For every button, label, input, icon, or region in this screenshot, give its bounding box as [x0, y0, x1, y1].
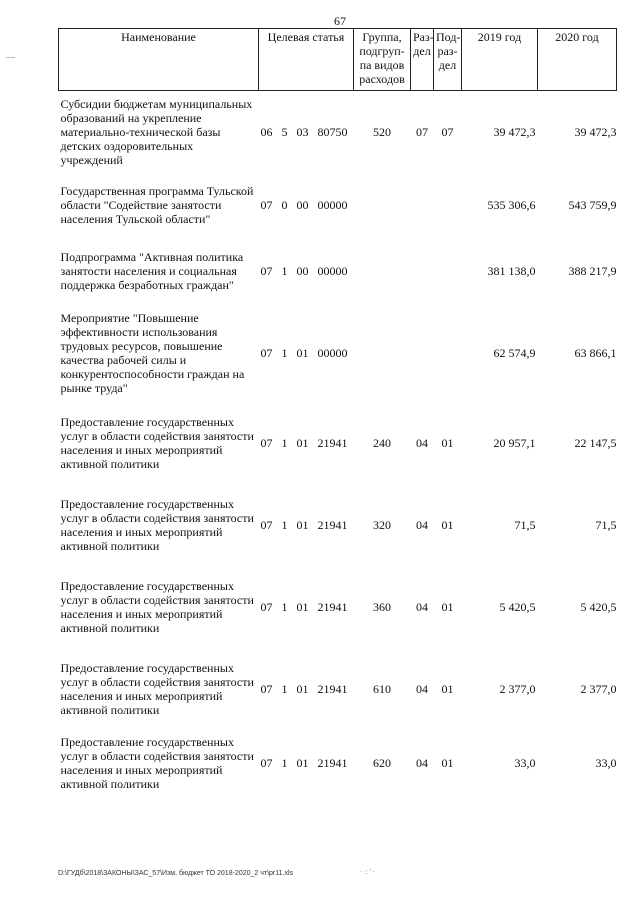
header-target: Целевая статья [259, 29, 354, 91]
target-code [259, 484, 354, 566]
code-subprogram: 1 [281, 263, 288, 278]
code-direction: 00000 [317, 263, 348, 278]
code-event: 01 [296, 518, 309, 532]
code-direction: 21941 [317, 756, 348, 770]
group-code [354, 304, 411, 402]
code-direction: 21941 [317, 436, 348, 450]
header-2019: 2019 год [462, 29, 538, 91]
section-code [411, 237, 434, 304]
row-name: Подпрограмма "Активная политика занятости населения и социальная поддержка безработных граждан" [60, 249, 244, 292]
row-name: Мероприятие "Повышение эффективности использования трудовых ресурсов, повышение качества рабочей силы и конкурентоспособности граждан на рынке труда" [60, 311, 245, 395]
subsection-code: 01 [441, 436, 454, 450]
header-subsection: Под-раз-дел [434, 29, 462, 91]
target-code [259, 237, 354, 304]
table-row [59, 730, 617, 796]
code-direction: 00000 [317, 346, 348, 360]
amount-2020: 22 147,5 [574, 436, 617, 450]
amount-2020: 63 866,1 [574, 346, 617, 360]
code-subprogram: 5 [281, 125, 288, 139]
amount-2019: 39 472,3 [493, 125, 536, 139]
code-program: 07 [260, 436, 273, 450]
code-program: 07 [260, 346, 273, 360]
section-code: 04 [416, 518, 428, 532]
amount-2019: 33,0 [514, 756, 536, 770]
subsection-code [434, 304, 462, 402]
amount-2019: 5 420,5 [499, 600, 536, 614]
table-row [59, 648, 617, 730]
group-code: 520 [373, 125, 391, 139]
subsection-code: 01 [441, 600, 454, 614]
amount-2019: 381 138,0 [487, 263, 536, 278]
amount-2019: 20 957,1 [493, 436, 536, 450]
subsection-code: 01 [441, 756, 454, 770]
group-code: 360 [373, 600, 391, 614]
file-path-footer: D:\ГУДб\2018\ЗАКОНЫ\ЗАС_57\Изм. бюджет ТО 2018-2020_2 чт\pr11.xls [58, 870, 294, 877]
group-code: 320 [373, 518, 391, 532]
scan-scribble: · :: ' · [360, 868, 376, 876]
group-code: 240 [373, 436, 391, 450]
code-event: 00 [296, 263, 309, 278]
code-direction: 21941 [317, 600, 348, 614]
code-subprogram: 1 [281, 518, 288, 532]
group-code [354, 173, 411, 237]
amount-2020: 2 377,0 [580, 682, 617, 696]
amount-2019: 2 377,0 [499, 682, 536, 696]
code-program: 07 [260, 198, 273, 212]
page-number: 67 [334, 14, 346, 28]
target-code [259, 304, 354, 402]
row-name: Субсидии бюджетам муниципальных образований на укрепление материально-технической базы детских оздоровительных учреждений [60, 97, 253, 167]
code-program: 07 [260, 518, 273, 532]
table-row [59, 402, 617, 484]
table-row [59, 237, 617, 304]
code-direction: 00000 [317, 198, 348, 212]
subsection-code [434, 237, 462, 304]
amount-2020: 39 472,3 [574, 125, 617, 139]
amount-2020: 543 759,9 [568, 198, 617, 212]
target-code [259, 91, 354, 174]
header-2020: 2020 год [538, 29, 617, 91]
code-program: 07 [260, 756, 273, 770]
subsection-code: 01 [441, 518, 454, 532]
code-subprogram: 0 [281, 198, 288, 212]
row-name: Предоставление государственных услуг в области содействия занятости населения и иных мероприятий активной политики [60, 735, 254, 791]
code-event: 00 [296, 198, 309, 212]
group-code [354, 237, 411, 304]
row-name: Государственная программа Тульской области "Содействие занятости населения Тульской области" [60, 184, 254, 226]
section-code: 04 [416, 682, 428, 696]
row-name: Предоставление государственных услуг в области содействия занятости населения и иных мероприятий активной политики [60, 579, 254, 635]
code-direction: 21941 [317, 682, 348, 696]
amount-2019: 62 574,9 [493, 346, 536, 360]
row-name: Предоставление государственных услуг в области содействия занятости населения и иных мероприятий активной политики [60, 661, 254, 717]
group-code: 620 [373, 756, 391, 770]
section-code [411, 173, 434, 237]
target-code [259, 402, 354, 484]
code-program: 07 [260, 600, 273, 614]
code-program: 06 [260, 125, 273, 139]
amount-2019: 535 306,6 [487, 198, 536, 212]
section-code: 07 [416, 125, 428, 139]
subsection-code: 01 [441, 682, 454, 696]
header-group: Группа, подгруп-па видов расходов [354, 29, 411, 91]
amount-2020: 5 420,5 [580, 600, 617, 614]
target-code [259, 648, 354, 730]
amount-2020: 33,0 [595, 756, 617, 770]
subsection-code [434, 173, 462, 237]
margin-mark: — [6, 52, 15, 62]
code-subprogram: 1 [281, 436, 288, 450]
table-row [59, 91, 617, 174]
group-code: 610 [373, 682, 391, 696]
table-row [59, 566, 617, 648]
row-name: Предоставление государственных услуг в области содействия занятости населения и иных мероприятий активной политики [60, 415, 254, 471]
code-event: 01 [296, 436, 309, 450]
code-direction: 21941 [317, 518, 348, 532]
code-subprogram: 1 [281, 756, 288, 770]
header-section: Раз-дел [411, 29, 434, 91]
table-row [59, 484, 617, 566]
code-event: 01 [296, 600, 309, 614]
code-event: 01 [296, 346, 309, 360]
amount-2019: 71,5 [514, 518, 536, 532]
target-code [259, 730, 354, 796]
table-row [59, 173, 617, 237]
code-program: 07 [260, 682, 273, 696]
table-row [59, 304, 617, 402]
section-code: 04 [416, 600, 428, 614]
header-name: Наименование [59, 29, 259, 91]
code-subprogram: 1 [281, 346, 288, 360]
section-code: 04 [416, 756, 428, 770]
subsection-code: 07 [441, 125, 454, 139]
row-name: Предоставление государственных услуг в области содействия занятости населения и иных мероприятий активной политики [60, 497, 254, 553]
budget-table [58, 28, 617, 796]
code-direction: 80750 [317, 125, 348, 139]
code-subprogram: 1 [281, 600, 288, 614]
amount-2020: 71,5 [595, 518, 617, 532]
target-code [259, 173, 354, 237]
table-header-row [59, 29, 617, 91]
section-code: 04 [416, 436, 428, 450]
code-event: 01 [296, 682, 309, 696]
amount-2020: 388 217,9 [568, 263, 617, 278]
section-code [411, 304, 434, 402]
target-code [259, 566, 354, 648]
code-program: 07 [260, 263, 273, 278]
code-subprogram: 1 [281, 682, 288, 696]
code-event: 03 [296, 125, 309, 139]
code-event: 01 [296, 756, 309, 770]
